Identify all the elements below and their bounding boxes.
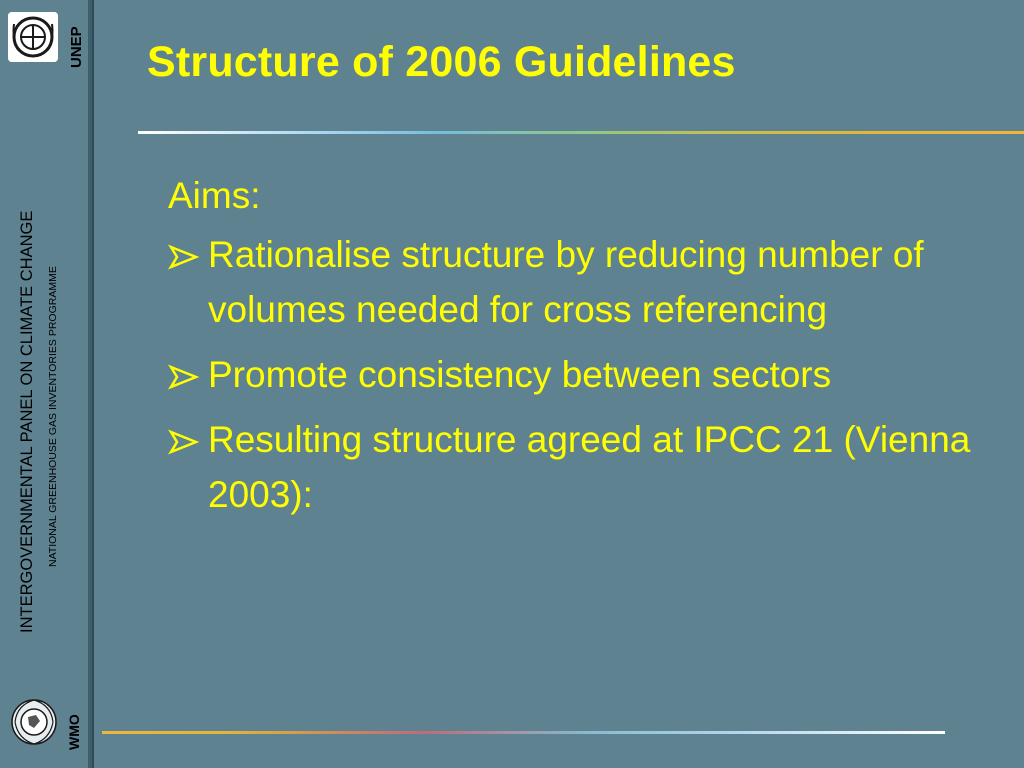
sidebar-divider (88, 0, 92, 768)
sidebar (0, 0, 94, 768)
bullet-item (168, 347, 998, 402)
footer-divider (102, 731, 945, 734)
unep-label: UNEP (68, 26, 85, 68)
title-divider (138, 131, 1024, 134)
slide-title: Structure of 2006 Guidelines (147, 38, 736, 86)
bullet-text: Promote consistency between sectors (208, 354, 832, 395)
slide-body (168, 168, 998, 532)
programme-name: NATIONAL GREENHOUSE GAS INVENTORIES PROGRAMME (47, 266, 59, 567)
bullet-text: Resulting structure agreed at IPCC 21 (Vienna 2003): (208, 419, 971, 515)
arrow-bullet-icon (168, 244, 200, 270)
bullet-text: Rationalise structure by reducing number of volumes needed for cross referencing (208, 234, 924, 330)
wmo-emblem-icon (10, 695, 58, 749)
arrow-bullet-icon (168, 429, 200, 455)
bullet-item (168, 227, 998, 337)
bullet-item (168, 412, 998, 522)
aims-heading: Aims: (168, 175, 261, 216)
organization-name: INTERGOVERNMENTAL PANEL ON CLIMATE CHANGE (18, 210, 36, 633)
arrow-bullet-icon (168, 364, 200, 390)
wmo-label: WMO (66, 714, 82, 750)
unep-emblem-icon (8, 12, 58, 62)
